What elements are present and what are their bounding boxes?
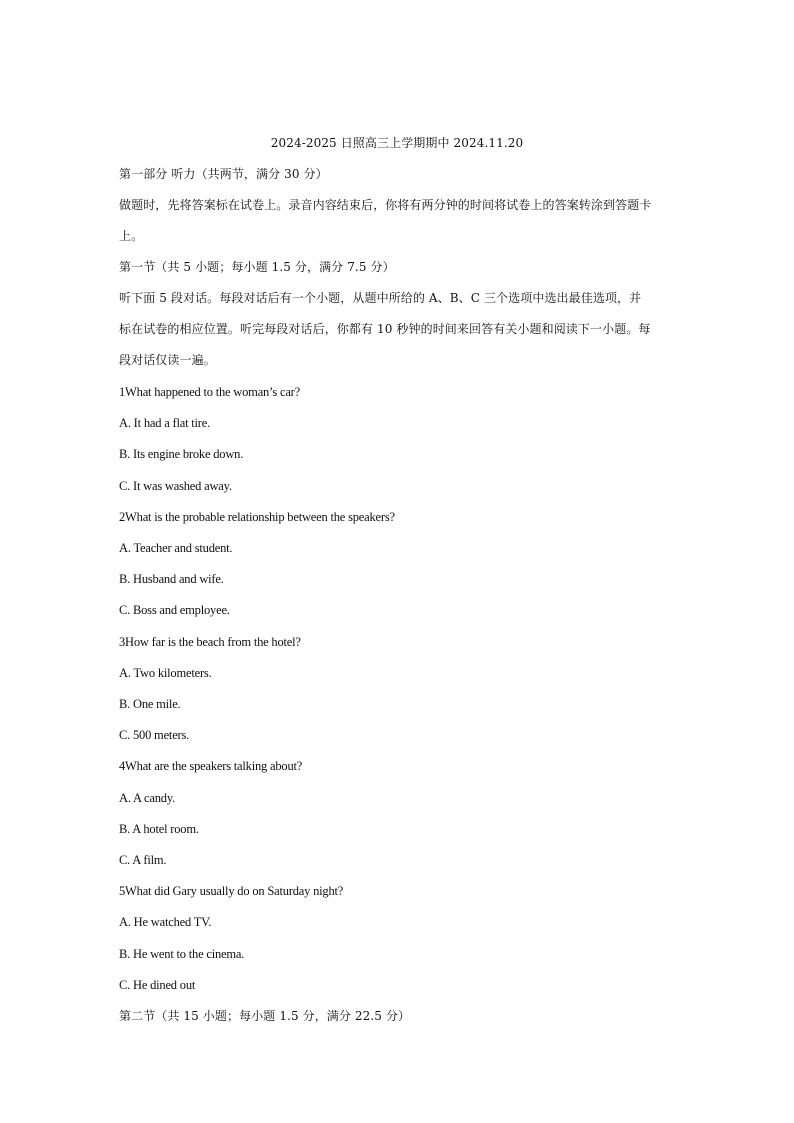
question-4-option-c: C. A film. [119, 853, 167, 867]
question-2-stem: 2What is the probable relationship between the speakers? [119, 510, 395, 524]
instructions-line-2: 上。 [119, 229, 144, 243]
question-3-option-c: C. 500 meters. [119, 728, 190, 742]
question-5-option-b: B. He went to the cinema. [119, 947, 245, 961]
question-3-option-b: B. One mile. [119, 697, 181, 711]
section1-heading: 第一节（共 5 小题；每小题 1.5 分，满分 7.5 分） [119, 260, 395, 274]
question-5-option-c: C. He dined out [119, 978, 196, 992]
question-5-stem: 5What did Gary usually do on Saturday night? [119, 884, 344, 898]
question-3-option-a: A. Two kilometers. [119, 666, 212, 680]
question-5-option-a: A. He watched TV. [119, 915, 212, 929]
question-4-option-b: B. A hotel room. [119, 822, 199, 836]
question-1-option-b: B. Its engine broke down. [119, 447, 244, 461]
document-title: 2024-2025 日照高三上学期期中 2024.11.20 [270, 136, 524, 150]
question-2-option-a: A. Teacher and student. [119, 541, 233, 555]
question-2-option-b: B. Husband and wife. [119, 572, 224, 586]
question-1-option-a: A. It had a flat tire. [119, 416, 211, 430]
section1-instructions-line-2: 标在试卷的相应位置。听完每段对话后，你都有 10 秒钟的时间来回答有关小题和阅读下一小题。每 [119, 322, 651, 336]
section2-heading: 第二节（共 15 小题；每小题 1.5 分，满分 22.5 分） [119, 1009, 411, 1023]
question-1-option-c: C. It was washed away. [119, 479, 232, 493]
section1-instructions-line-3: 段对话仅读一遍。 [119, 353, 216, 367]
question-2-option-c: C. Boss and employee. [119, 603, 230, 617]
part1-heading: 第一部分 听力（共两节，满分 30 分） [119, 167, 328, 181]
instructions-line-1: 做题时，先将答案标在试卷上。录音内容结束后，你将有两分钟的时间将试卷上的答案转涂到答题卡 [119, 198, 652, 212]
section1-instructions-line-1: 听下面 5 段对话。每段对话后有一个小题，从题中所给的 A、B、C 三个选项中选出最佳选项，并 [119, 291, 642, 305]
question-4-stem: 4What are the speakers talking about? [119, 759, 303, 773]
question-4-option-a: A. A candy. [119, 791, 176, 805]
question-1-stem: 1What happened to the woman’s car? [119, 385, 300, 399]
question-3-stem: 3How far is the beach from the hotel? [119, 635, 301, 649]
